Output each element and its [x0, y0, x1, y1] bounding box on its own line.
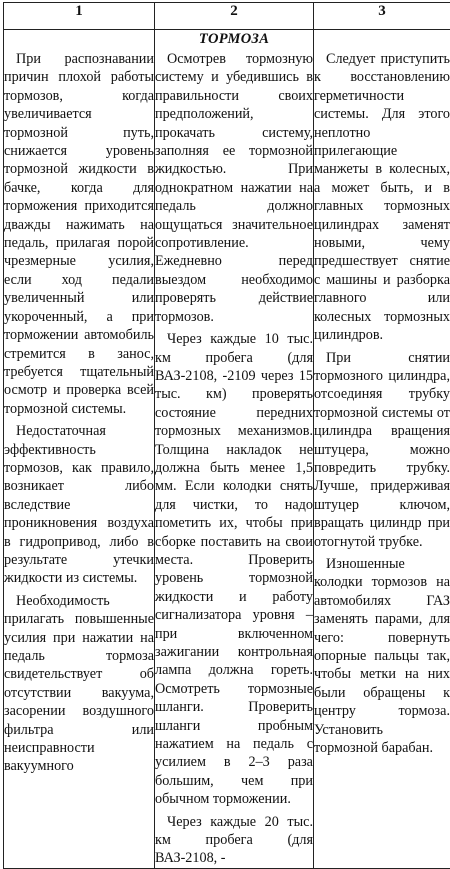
- column-2-cell: [155, 30, 314, 869]
- header-row: [4, 3, 450, 30]
- col2-paragraph-1: Осмотрев тормозную систему и убедившись в правильности своих предположений, прокачать систему, заполняя ее тормозной жидкостью. При однократном нажатии на педаль должно ощущаться значительное сопротивление. Ежедневно перед выездом необходимо проверять действие тормозов.: [155, 50, 313, 326]
- col3-paragraph-1: Следует приступить к восстановлению герметичности системы. Для этого неплотно прилегающие манжеты в колесных, а может быть, и в главных тормозных цилиндрах заменят новыми, чему предшествует снятие с машины и разборка главного или колесных тормозных цилиндров.: [314, 50, 450, 345]
- header-col-1: 1: [4, 3, 155, 30]
- col3-paragraph-2: При снятии тормозного цилиндра, отсоединяя трубку тормозной системы от цилиндра вращения штуцера, можно повредить трубку. Лучше, придерживая штуцер ключом, вращать цилиндр при отогнутой трубке.: [314, 349, 450, 551]
- col3-paragraph-3: Изношенные колодки тормозов на автомобилях ГАЗ заменять парами, для чего: повернуть опорные пальцы так, чтобы метки на них были обращены к центру тормоза. Установить тормозной барабан.: [314, 555, 450, 757]
- header-col-3: 3: [314, 3, 450, 30]
- section-spacer: [314, 30, 450, 50]
- col1-paragraph-1: При распознавании причин плохой работы тормозов, когда увеличивается тормозной путь, снижается уровень тормозной жидкости в бачке, когда для торможения приходится дважды нажимать на педаль, прилагая порой чрезмерные усилия, если ход педали увеличенный или укороченный, а при торможении автомобиль стремится в занос, требуется тщательный осмотр и проверка всей тормозной системы.: [4, 50, 154, 418]
- header-col-2: 2: [155, 3, 314, 30]
- col2-paragraph-3: Через каждые 20 тыс. км пробега (для ВАЗ-2108, -: [155, 813, 313, 868]
- body-row: [4, 30, 450, 869]
- section-title: ТОРМОЗА: [155, 31, 313, 48]
- column-3-cell: [314, 30, 450, 869]
- col1-paragraph-3: Необходимость прилагать повышенные усилия при нажатии на педаль тормоза свидетельствует об отсутствии вакуума, засорении воздушного фильтра или неисправности вакуумного: [4, 592, 154, 776]
- brakes-table: [3, 2, 450, 869]
- column-1-cell: [4, 30, 155, 869]
- col1-paragraph-2: Недостаточная эффективность тормозов, как правило, возникает либо вследствие проникновения воздуха в гидропривод, либо в результате утечки жидкости из системы.: [4, 422, 154, 588]
- section-spacer: [4, 30, 154, 50]
- col2-paragraph-2: Через каждые 10 тыс. км пробега (для ВАЗ-2108, -2109 через 15 тыс. км) проверять состояние передних тормозных механизмов. Толщина накладок не должна быть менее 1,5 мм. Если колодки снять для чистки, то надо пометить их, чтобы при сборке поставить на свои места. Проверить уровень тормозной жидкости и работу сигнализатора уровня – при включенном зажигании контрольная лампа должна гореть. Осмотреть тормозные шланги. Проверить шланги пробным нажатием на педаль с усилием в 2–3 раза большим, чем при обычном торможении.: [155, 330, 313, 809]
